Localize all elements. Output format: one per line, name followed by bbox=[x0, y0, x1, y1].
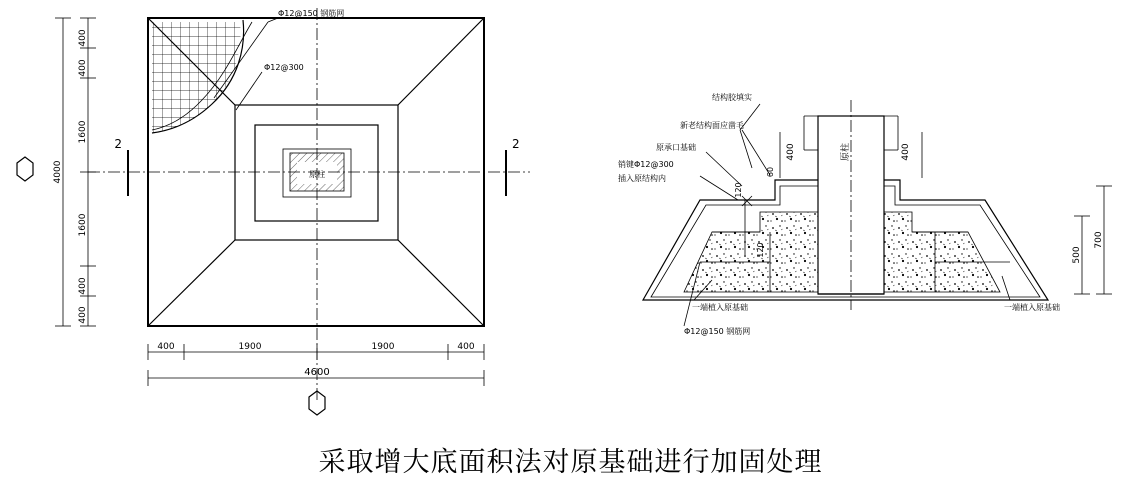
plan-dim-v-6: 400 bbox=[78, 306, 88, 324]
section-dim-anchor-2: 120 bbox=[756, 242, 765, 258]
plan-slope-br bbox=[398, 240, 484, 326]
plan-vertical-dims bbox=[53, 18, 96, 326]
plan-view-group bbox=[17, 8, 530, 415]
plan-dim-v-4: 1600 bbox=[78, 213, 88, 237]
plan-dim-v-2: 400 bbox=[78, 59, 88, 77]
plan-mesh-region bbox=[150, 20, 252, 138]
leader-bar bbox=[236, 72, 262, 110]
plan-dim-h-1: 400 bbox=[157, 342, 175, 352]
section-note-old-foundation: 原承口基础 bbox=[656, 143, 696, 152]
plan-dim-v-3: 1600 bbox=[78, 120, 88, 144]
section-dim-height-total: 700 bbox=[1094, 231, 1104, 249]
plan-dim-h-3: 1900 bbox=[371, 342, 395, 352]
section-note-anchor2: 插入原结构内 bbox=[618, 174, 666, 183]
section-note-anchor: 销键Φ12@300 bbox=[618, 160, 674, 169]
section-dim-anchor-1: 120 bbox=[734, 182, 743, 198]
plan-dim-h-total: 4600 bbox=[304, 367, 330, 378]
section-view-group bbox=[618, 92, 1112, 336]
plan-horizontal-dims bbox=[148, 342, 484, 386]
plan-dim-h-2: 1900 bbox=[238, 342, 262, 352]
plan-dim-v-5: 400 bbox=[78, 277, 88, 295]
section-column-label: 原柱 bbox=[841, 142, 851, 162]
plan-slope-tr bbox=[398, 18, 484, 105]
section-mark-left: 2 bbox=[114, 137, 122, 151]
section-dim-right-offset: 400 bbox=[901, 143, 911, 161]
plan-dim-v-1: 400 bbox=[78, 29, 88, 47]
section-dim-left-offset: 400 bbox=[786, 143, 796, 161]
section-note-embed-right: 一端植入原基础 bbox=[1004, 303, 1060, 312]
section-note-embed-left: 一端植入原基础 bbox=[692, 303, 748, 312]
section-note-resin: 结构胶填实 bbox=[712, 93, 752, 102]
plan-bar-note: Φ12@300 bbox=[264, 63, 304, 72]
plan-dim-v-total: 4000 bbox=[53, 160, 63, 184]
plan-dim-h-4: 400 bbox=[457, 342, 475, 352]
plan-slope-bl bbox=[148, 240, 235, 326]
plan-mesh-note: Φ12@150 钢筋网 bbox=[278, 9, 345, 18]
section-mark-right: 2 bbox=[512, 137, 520, 151]
drawing-caption: 采取增大底面积法对原基础进行加固处理 bbox=[318, 447, 823, 478]
section-dim-height-lower: 500 bbox=[1072, 246, 1082, 264]
plan-column-label: 原柱 bbox=[309, 170, 325, 179]
section-note-mesh: Φ12@150 钢筋网 bbox=[684, 327, 751, 336]
section-bubble-left bbox=[17, 157, 33, 181]
section-dim-small: 60 bbox=[766, 166, 775, 178]
section-note-roughen: 新老结构面应凿毛 bbox=[680, 121, 744, 130]
